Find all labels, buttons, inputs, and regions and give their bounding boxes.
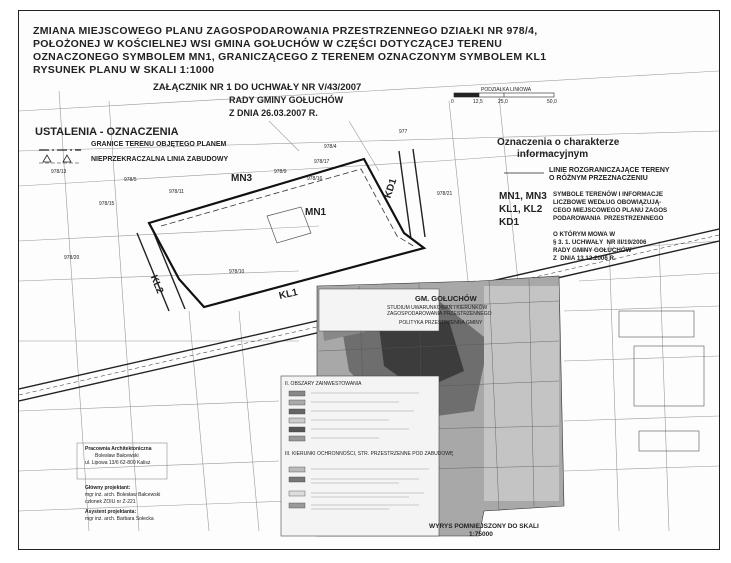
legend-right-item2: SYMBOLE TERENÓW I INFORMACJE LICZBOWE WEDŁUG OBOWIĄZUJĄ- CEGO MIEJSCOWEGO PLANU ZAGOS PODAROWANIA PRZESTRZENNEGO O KTÓRYM MOWA W § 3. 1. UCHWAŁY NR III/19/2006 RADY GMINY GOŁUCHÓW Z DNIA 13.12.2006 R. — [553, 191, 668, 262]
scale-bar-graphic — [454, 93, 554, 97]
inset-legend-header-2: III. KIERUNKI OCHRONNOŚCI, STR. PRZESTRZENNE POD ZABUDOWĘ — [285, 451, 454, 457]
inset-title: GM. GOŁUCHÓW — [415, 294, 477, 303]
zone-label-kd1: KD1 — [382, 177, 400, 200]
parcel-977: 977 — [399, 129, 408, 135]
road-kl2 — [137, 231, 185, 311]
inset-subtitle-1: STUDIUM UWARUNKOWAŃ I KIERUNKÓW — [387, 305, 488, 311]
authors-line-4: Główny projektant: — [85, 485, 131, 491]
inset-subtitle-3: POLITYKA PRZESTRZENNA GMINY — [399, 320, 483, 326]
legend-right-header-2: informacyjnym — [517, 149, 589, 160]
title-line-3: OZNACZONEGO SYMBOLEM MN1, GRANICZĄCEGO Z TERENEM OZNACZONYM SYMBOLEM KL1 — [33, 51, 547, 63]
zone-label-kl2: KL2 — [147, 273, 166, 296]
legend-symbols-3: KD1 — [499, 217, 520, 228]
attachment-line-1: ZAŁĄCZNIK NR 1 DO UCHWAŁY NR V/43/2007 — [153, 82, 362, 93]
authors-line-8: mgr inż. arch. Barbara Sołecka — [85, 516, 154, 522]
stamp-boxes — [619, 311, 704, 451]
parcel-978-10: 978/10 — [229, 269, 245, 275]
scale-tick-0: 0 — [451, 99, 454, 105]
scale-bar-label: PODZIAŁKA LINIOWA — [481, 87, 532, 93]
parcel-978-16: 978/16 — [307, 176, 323, 182]
inset-legend-header: II. OBSZARY ZAINWESTOWANIA — [285, 381, 362, 387]
authors-line-3: ul. Lipowa 13/6 62-800 Kalisz — [85, 460, 151, 466]
legend-right-item1-2: O RÓŻNYM PRZEZNACZENIU — [549, 175, 648, 182]
legend-symbols-2: KL1, KL2 — [499, 204, 543, 215]
parcel-978-9: 978/9 — [274, 169, 287, 175]
authors-line-7: Asystent projektanta: — [85, 509, 137, 515]
attachment-line-2: RADY GMINY GOŁUCHÓW — [229, 95, 344, 105]
parcel-978-11: 978/11 — [169, 189, 184, 195]
parcel-978-5: 978/5 — [124, 177, 137, 183]
authors-line-6: członek ZOIU nr Z-221 — [85, 499, 136, 505]
scale-tick-2: 25,0 — [498, 99, 508, 105]
legend-right-item1-1: LINIE ROZGRANICZAJĄCE TERENY — [549, 167, 670, 174]
parcel-978-4: 978/4 — [324, 144, 337, 150]
parcel-978-15: 978/15 — [99, 201, 115, 207]
legend-symbols-1: MN1, MN3 — [499, 191, 547, 202]
legend-building-line-label: NIEPRZEKRACZALNA LINIA ZABUDOWY — [91, 156, 229, 163]
authors-line-1: Pracownia Architektoniczna — [85, 446, 152, 452]
plan-sheet — [18, 10, 720, 550]
parcel-978-21: 978/21 — [437, 191, 453, 197]
zone-label-mn3: MN3 — [231, 173, 253, 184]
parcel-978-13: 978/13 — [51, 169, 67, 175]
authors-line-2: Bolesław Bałcewski — [95, 453, 139, 459]
parcel-978-20: 978/20 — [64, 255, 80, 261]
inset-subtitle-2: ZAGOSPODAROWANIA PRZESTRZENNEGO — [387, 311, 492, 317]
scale-tick-3: 50,0 — [547, 99, 557, 105]
inset-scale-text: WYRYS POMNIEJSZONY DO SKALI — [429, 523, 539, 530]
zone-label-mn1: MN1 — [305, 207, 327, 218]
attachment-line-3: Z DNIA 26.03.2007 R. — [229, 108, 318, 118]
inset-scale-value: 1:75000 — [469, 531, 493, 538]
authors-line-5: mgr inż. arch. Bolesław Bałcewski — [85, 492, 161, 498]
title-line-1: ZMIANA MIEJSCOWEGO PLANU ZAGOSPODAROWANIA PRZESTRZENNEGO DZIAŁKI NR 978/4, — [33, 25, 538, 37]
legend-boundary-label: GRANICE TERENU OBJĘTEGO PLANEM — [91, 141, 227, 148]
plan-drawing — [19, 11, 719, 549]
legend-symbols-left — [39, 150, 81, 163]
scale-tick-1: 12,5 — [473, 99, 483, 105]
legend-left-header: USTALENIA - OZNACZENIA — [35, 126, 179, 138]
parcel-978-17: 978/17 — [314, 159, 330, 165]
zone-label-kl1: KL1 — [278, 287, 299, 302]
title-line-4: RYSUNEK PLANU W SKALI 1:1000 — [33, 64, 215, 76]
legend-right-header-1: Oznaczenia o charakterze — [497, 137, 620, 148]
title-line-2: POŁOŻONEJ W KOŚCIELNEJ WSI GMINA GOŁUCHÓW W CZĘŚCI DOTYCZĄCEJ TERENU — [33, 38, 503, 50]
